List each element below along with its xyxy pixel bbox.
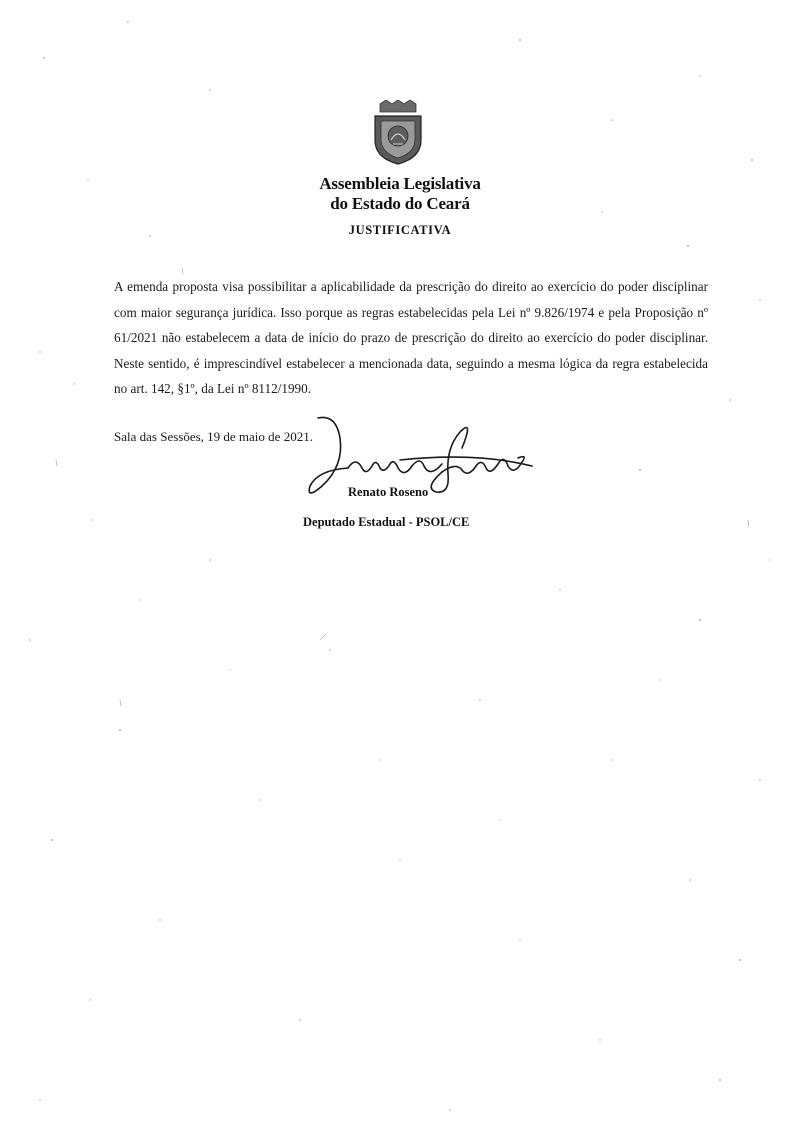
justification-paragraph: A emenda proposta visa possibilitar a aplicabilidade da prescrição do direito ao exercício do poder disciplinar com maior segurança jurídica. Isso porque as regras estabelecidas pela Lei nº 9.826/1974 e pela Proposição nº 61/2021 não estabelecem a data de início do prazo de prescrição do direito ao exercício do poder disciplinar. Neste sentido, é imprescindível estabelecer a mencionada data, seguindo a mesma lógica da regra estabelecida no art. 142, §1º, da Lei nº 8112/1990.: [114, 279, 708, 396]
signer-role: Deputado Estadual - PSOL/CE: [303, 515, 470, 529]
institution-name-line2: do Estado do Ceará: [330, 194, 470, 213]
institution-name: [290, 174, 510, 214]
institution-name-line1: Assembleia Legislativa: [319, 174, 481, 193]
place-and-date: Sala das Sessões, 19 de maio de 2021.: [114, 429, 313, 444]
state-coat-of-arms-icon: [372, 100, 424, 166]
signer-name: Renato Roseno: [348, 485, 429, 499]
document-heading: JUSTIFICATIVA: [348, 223, 452, 237]
